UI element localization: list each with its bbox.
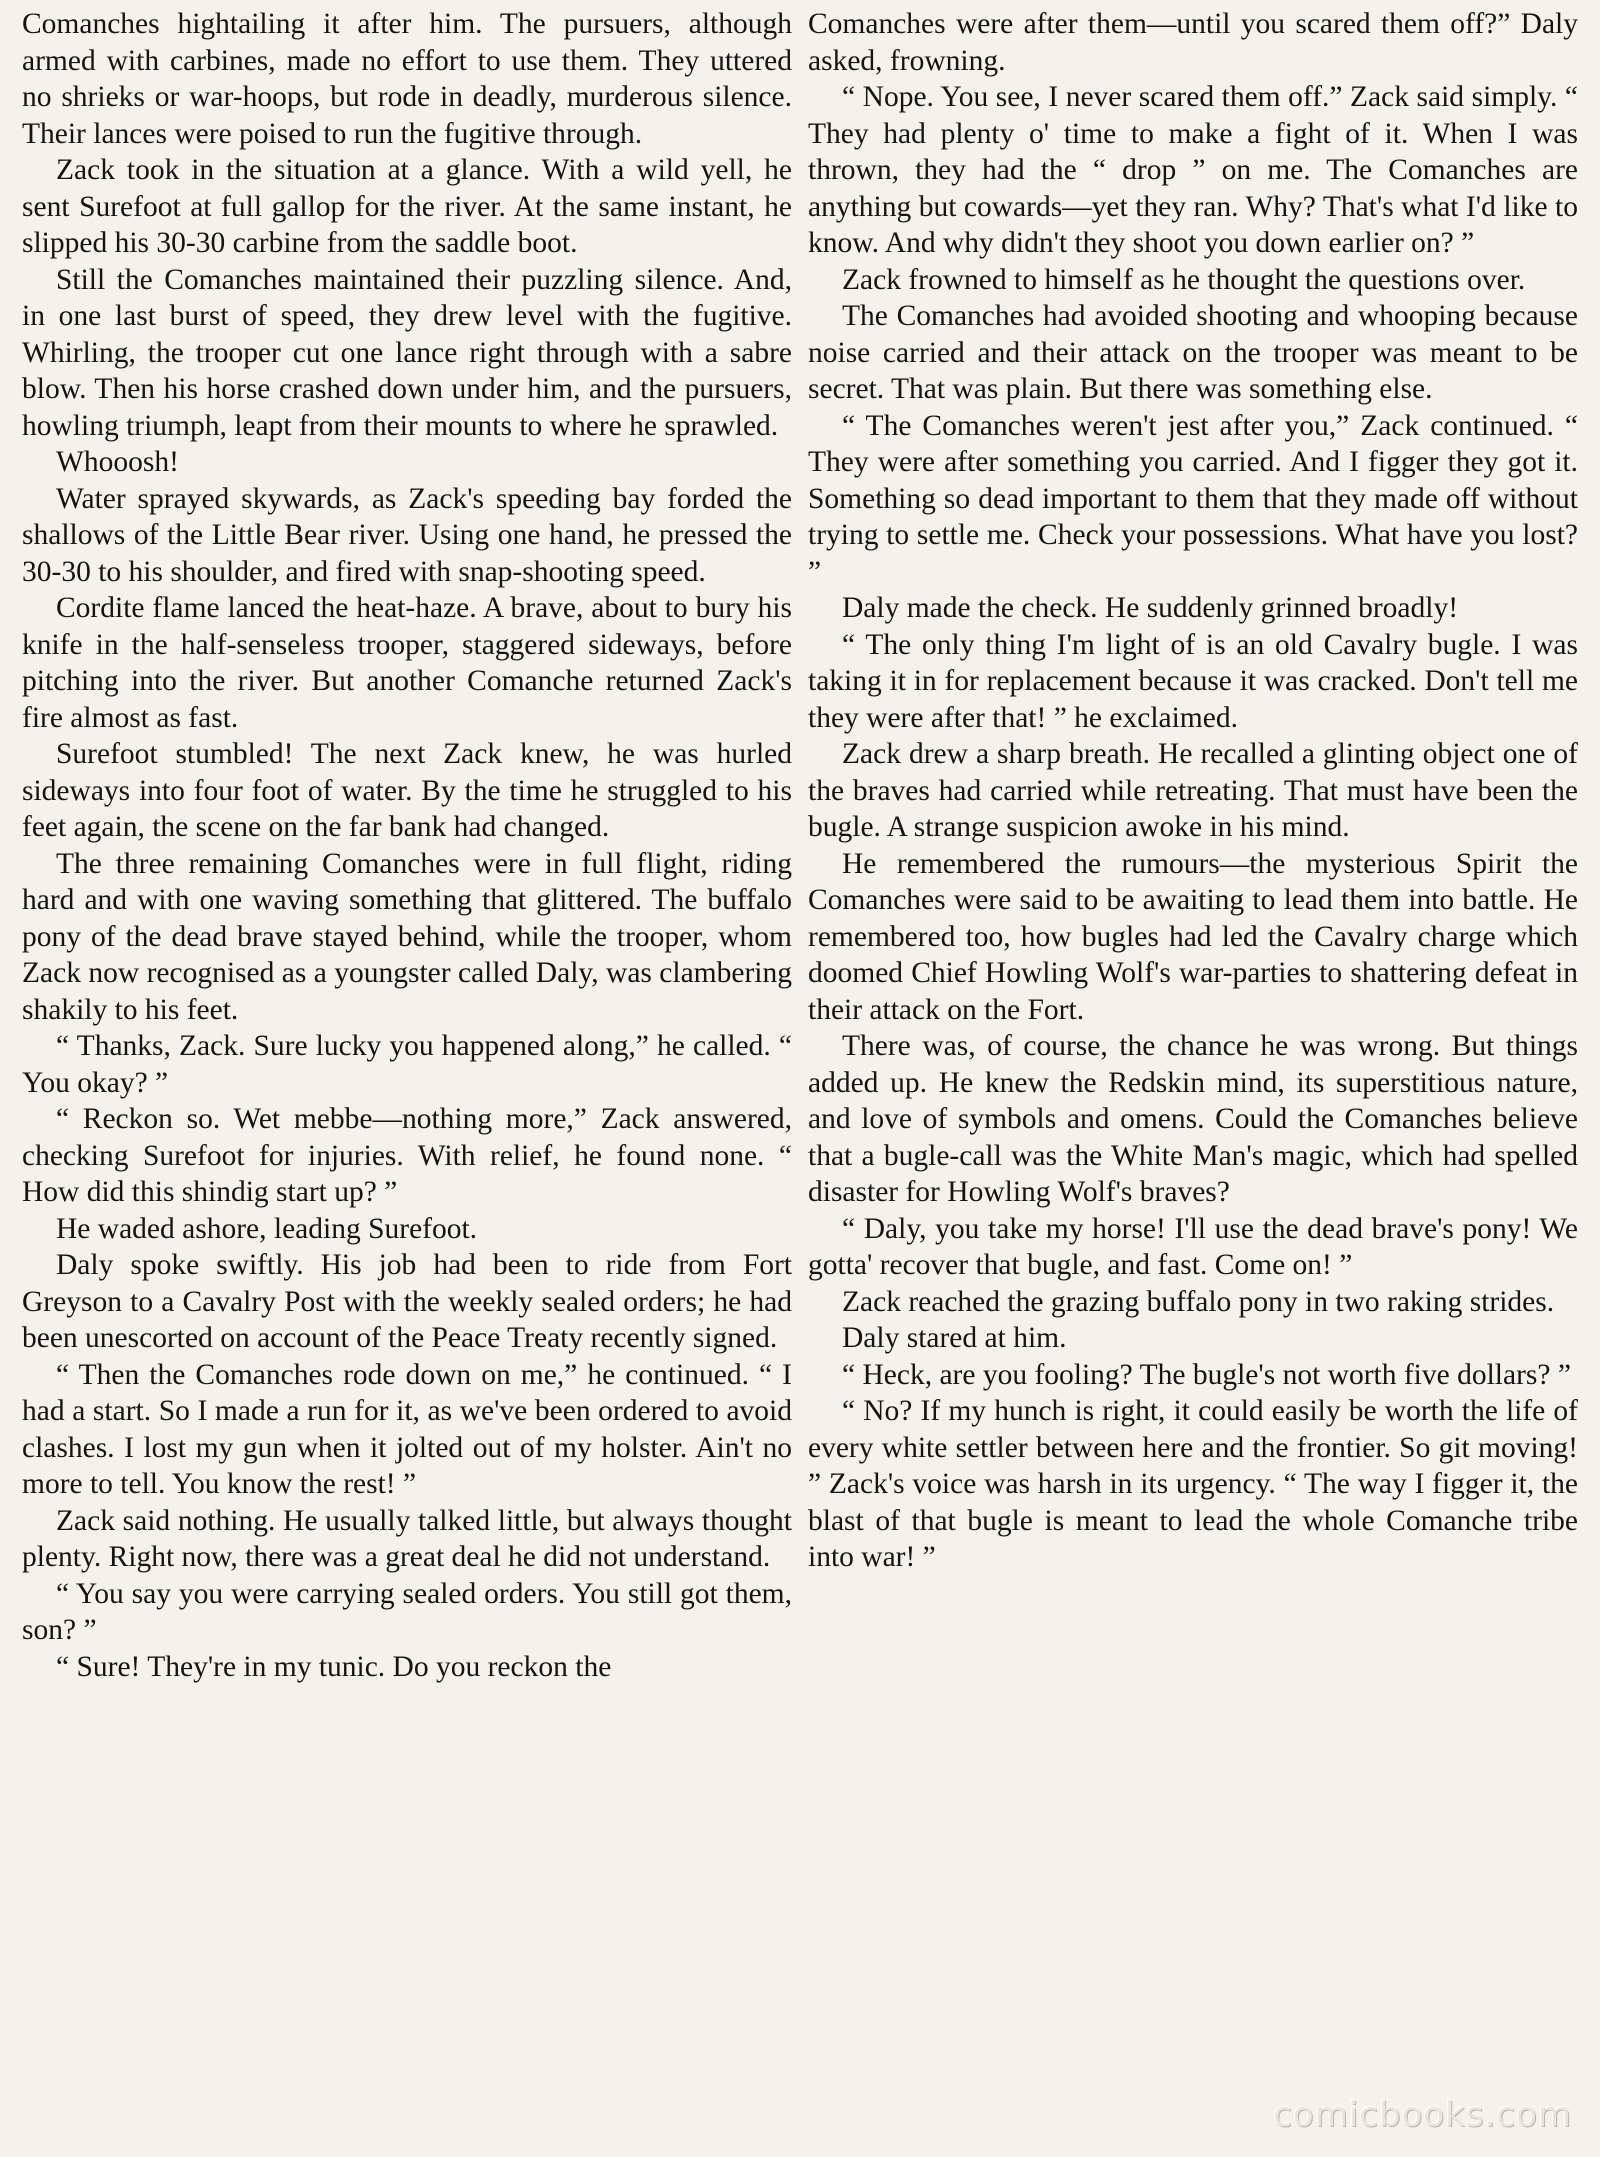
- paragraph: He remembered the rumours—the mysterious Spirit the Comanches were said to be awaiting to lead them into battle. He remembered too, how bugles had led the Cavalry charge which doomed Chief Howling Wolf's war-parties to shattering defeat in their attack on the Fort.: [808, 847, 1578, 1026]
- paragraph: “ Daly, you take my horse! I'll use the dead brave's pony! We gotta' recover that bugle, and fast. Come on! ”: [808, 1212, 1578, 1281]
- paragraph: Still the Comanches maintained their puzzling silence. And, in one last burst of speed, they drew level with the fugitive. Whirling, the trooper cut one lance right through with a sabre blow. Then his horse crashed down under him, and the pursuers, howling triumph, leapt from their mounts to where he sprawled.: [22, 263, 792, 442]
- paragraph: “ The only thing I'm light of is an old Cavalry bugle. I was taking it in for replacement because it was cracked. Don't tell me they were after that! ” he exclaimed.: [808, 628, 1578, 734]
- paragraph: “ You say you were carrying sealed orders. You still got them, son? ”: [22, 1577, 792, 1646]
- paragraph: Comanches were after them—until you scared them off?” Daly asked, frowning.: [808, 8, 1578, 77]
- paragraph: The three remaining Comanches were in full flight, riding hard and with one waving something that glittered. The buffalo pony of the dead brave stayed behind, while the trooper, whom Zack now recognised as a youngster called Daly, was clambering shakily to his feet.: [22, 847, 792, 1026]
- paragraph: Zack said nothing. He usually talked little, but always thought plenty. Right now, there was a great deal he did not understand.: [22, 1504, 792, 1573]
- paragraph: Water sprayed skywards, as Zack's speeding bay forded the shallows of the Little Bear river. Using one hand, he pressed the 30-30 to his shoulder, and fired with snap-shooting speed.: [22, 482, 792, 588]
- paragraph: Daly made the check. He suddenly grinned broadly!: [842, 592, 1459, 624]
- paragraph: Zack reached the grazing buffalo pony in two raking strides.: [842, 1285, 1555, 1318]
- paragraph: Daly spoke swiftly. His job had been to ride from Fort Greyson to a Cavalry Post with the weekly sealed orders; he had been unescorted on account of the Peace Treaty recently signed.: [22, 1249, 792, 1354]
- paragraph: Zack frowned to himself as he thought the questions over.: [842, 263, 1526, 296]
- paragraph: Comanches hightailing it after him. The pursuers, although armed with carbines, made no effort to use them. They uttered no shrieks or war-hoops, but rode in deadly, murderous silence. Their lances were poised to run the fugitive through.: [22, 8, 792, 150]
- paragraph: “ Heck, are you fooling? The bugle's not worth five dollars? ”: [842, 1358, 1571, 1391]
- paragraph: “ No? If my hunch is right, it could easily be worth the life of every white settler between here and the frontier. So git moving! ” Zack's voice was harsh in its urgency. “ The way I figger it, the blast of that bugle is meant to lead the whole Comanche tribe into war! ”: [808, 1395, 1578, 1573]
- paragraph: “ Then the Comanches rode down on me,” he continued. “ I had a start. So I made a run for it, as we've been ordered to avoid clashes. I lost my gun when it jolted out of my holster. Ain't no more to tell. You know the rest! ”: [22, 1358, 792, 1500]
- paragraph: He waded ashore, leading Surefoot.: [56, 1212, 478, 1245]
- paragraph: “ The Comanches weren't jest after you,” Zack continued. “ They were after something you carried. And I figger they got it. Something so dead important to them that they made off without trying to settle me. Check your possessions. What have you lost? ”: [808, 409, 1578, 588]
- left-column: [22, 6, 792, 2146]
- right-column: [808, 6, 1578, 2146]
- text-columns: [22, 6, 1578, 2146]
- watermark: comicbooks.com: [1273, 2095, 1572, 2135]
- paragraph: Whooosh!: [56, 446, 179, 478]
- paragraph: “ Sure! They're in my tunic. Do you reckon the: [56, 1650, 612, 1683]
- paragraph: Cordite flame lanced the heat-haze. A brave, about to bury his knife in the half-senseless trooper, staggered sideways, before pitching into the river. But another Comanche returned Zack's fire almost as fast.: [22, 592, 792, 734]
- paragraph: Zack took in the situation at a glance. With a wild yell, he sent Surefoot at full gallop for the river. At the same instant, he slipped his 30-30 carbine from the saddle boot.: [22, 154, 792, 259]
- paragraph: Daly stared at him.: [842, 1322, 1067, 1354]
- paragraph: “ Reckon so. Wet mebbe—nothing more,” Zack answered, checking Surefoot for injuries. With relief, he found none. “ How did this shindig start up? ”: [22, 1103, 792, 1208]
- paragraph: There was, of course, the chance he was wrong. But things added up. He knew the Redskin mind, its superstitious nature, and love of symbols and omens. Could the Comanches believe that a bugle-call was the White Man's magic, which had spelled disaster for Howling Wolf's braves?: [808, 1030, 1578, 1208]
- paragraph: “ Thanks, Zack. Sure lucky you happened along,” he called. “ You okay? ”: [22, 1030, 792, 1099]
- paragraph: “ Nope. You see, I never scared them off.” Zack said simply. “ They had plenty o' time to make a fight of it. When I was thrown, they had the “ drop ” on me. The Comanches are anything but cowards—yet they ran. Why? That's what I'd like to know. And why didn't they shoot you down earlier on? ”: [808, 81, 1578, 259]
- paragraph: Zack drew a sharp breath. He recalled a glinting object one of the braves had carried while retreating. That must have been the bugle. A strange suspicion awoke in his mind.: [808, 738, 1578, 843]
- paragraph: Surefoot stumbled! The next Zack knew, he was hurled sideways into four foot of water. By the time he struggled to his feet again, the scene on the far bank had changed.: [22, 738, 792, 843]
- paragraph: The Comanches had avoided shooting and whooping because noise carried and their attack on the trooper was meant to be secret. That was plain. But there was something else.: [808, 300, 1578, 405]
